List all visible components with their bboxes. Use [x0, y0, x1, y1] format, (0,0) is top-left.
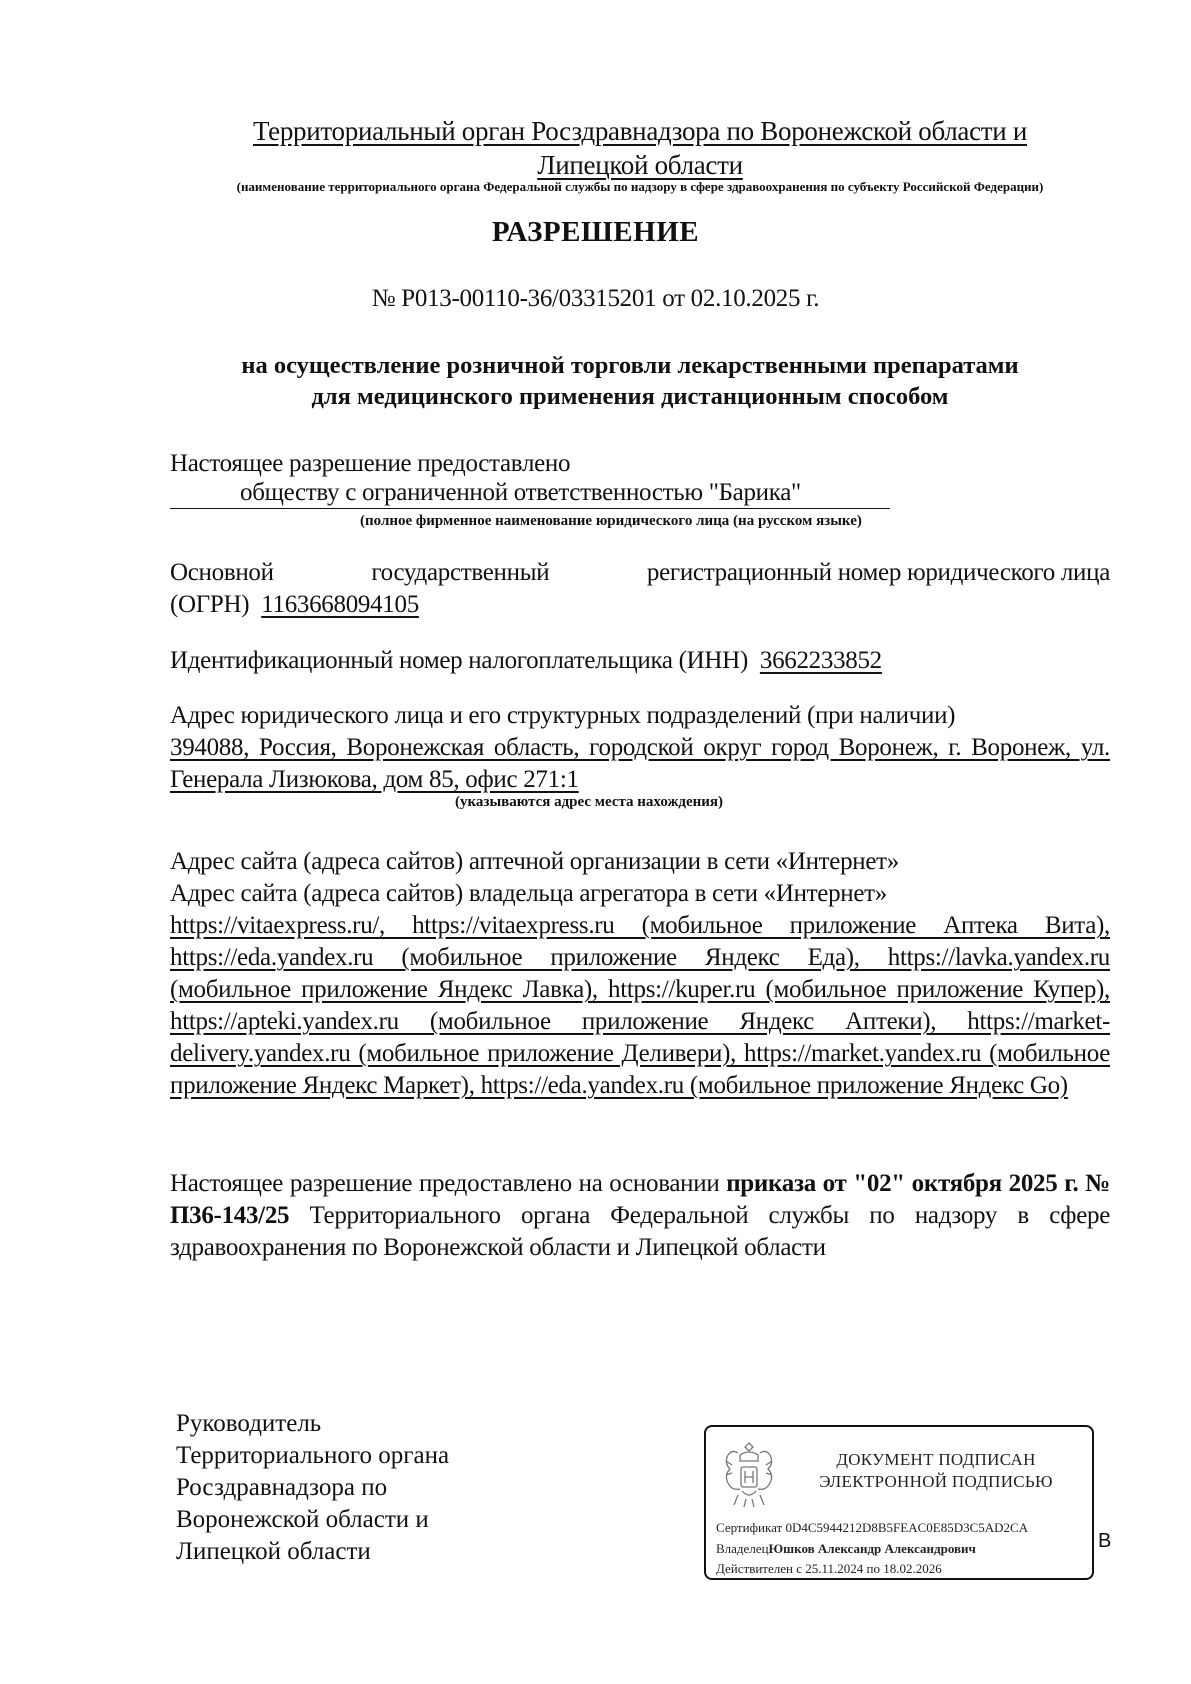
signer-line: Липецкой области: [176, 1538, 371, 1565]
purpose-line-1: на осуществление розничной торговли лекарственными препаратами: [241, 352, 1019, 379]
inn-value: 3662233852: [759, 647, 882, 674]
stray-letter: В: [1098, 1530, 1112, 1552]
ogrn-word-2: государственный: [371, 559, 550, 586]
inn-line: [170, 645, 882, 677]
permit-purpose: [160, 350, 1100, 412]
stamp-validity: Действителен с 25.11.2024 по 18.02.2026: [716, 1561, 942, 1576]
signer-line: Росздравнадзора по: [176, 1474, 388, 1501]
owner-value: Юшков Александр Александрович: [768, 1541, 976, 1556]
address-label: Адрес юридического лица и его структурных подразделений (при наличии): [170, 702, 956, 729]
signer-line: Руководитель: [176, 1410, 322, 1437]
stamp-title-line-2: ЭЛЕКТРОННОЙ ПОДПИСЬЮ: [819, 1472, 1053, 1491]
basis-suffix: Территориального органа Федеральной службы по надзору в сфере здравоохранения по Воронежской области и Липецкой области: [170, 1202, 1110, 1261]
website-list: https://vitaexpress.ru/, https://vitaexpress.ru (мобильное приложение Аптека Вита), https://eda.yandex.ru (мобильное приложение Яндекс Еда), https://lavka.yandex.ru (мобильное приложение Яндекс Лавка), https://kuper.ru (мобильное приложение Купер), https://apteki.yandex.ru (мобильное приложение Яндекс Аптеки), https://market-delivery.yandex.ru (мобильное приложение Деливери), https://market.yandex.ru (мобильное приложение Яндекс Маркет), https://eda.yandex.ru (мобильное приложение Яндекс Go): [170, 912, 1110, 1099]
stamp-owner: [716, 1541, 976, 1557]
ogrn-word-1: Основной: [170, 559, 274, 586]
signer-line: Воронежской области и: [176, 1506, 429, 1533]
authority-name: Территориальный орган Росздравнадзора по Воронежской области и Липецкой области: [253, 116, 1027, 180]
aggregator-site-label: Адрес сайта (адреса сайтов) владельца агрегатора в сети «Интернет»: [170, 880, 887, 907]
ogrn-block: [170, 557, 1110, 621]
address-note: (указываются адрес места нахождения): [455, 794, 724, 810]
stamp-title-line-1: ДОКУМЕНТ ПОДПИСАН: [836, 1450, 1036, 1469]
stamp-certificate: [716, 1520, 1028, 1536]
ogrn-value: 1163668094105: [261, 591, 419, 618]
electronic-signature-stamp: [704, 1425, 1094, 1580]
document-number: № Р013-00110-36/03315201 от 02.10.2025 г.: [371, 285, 820, 312]
company-name: обществу с ограниченной ответственностью "Барика": [240, 479, 801, 506]
pharmacy-site-label: Адрес сайта (адреса сайтов) аптечной организации в сети «Интернет»: [170, 848, 900, 875]
owner-label: Владелец: [716, 1541, 769, 1556]
company-name-field: [170, 478, 890, 509]
permit-basis: [170, 1168, 1110, 1264]
cert-label: Сертификат: [716, 1520, 783, 1535]
company-note: (полное фирменное наименование юридического лица (на русском языке): [360, 513, 862, 529]
stamp-title: [796, 1449, 1076, 1493]
inn-label: Идентификационный номер налогоплательщика (ИНН): [170, 647, 748, 674]
ogrn-word-3: регистрационный номер юридического лица: [646, 559, 1110, 586]
cert-value: 0D4C5944212D8B5FEAC0E85D3C5AD2CA: [785, 1520, 1029, 1535]
basis-order: приказа от "02" октября 2025 г. № П36-143/25: [170, 1170, 1110, 1229]
signer-position: [176, 1408, 449, 1568]
signer-line: Территориального органа: [176, 1442, 450, 1469]
authority-note: (наименование территориального органа Федеральной службы по надзору в сфере здравоохранения по субъекту Российской Федерации): [236, 179, 1044, 194]
basis-prefix: Настоящее разрешение предоставлено на основании: [170, 1170, 727, 1197]
coat-of-arms-icon: [718, 1439, 780, 1511]
ogrn-label: (ОГРН): [170, 591, 250, 618]
granted-label: Настоящее разрешение предоставлено: [170, 450, 571, 477]
document-title: РАЗРЕШЕНИЕ: [491, 216, 700, 248]
purpose-line-2: для медицинского применения дистанционным способом: [311, 383, 949, 410]
address-value: 394088, Россия, Воронежская область, городской округ город Воронеж, г. Воронеж, ул. Генерала Лизюкова, дом 85, офис 271:1: [170, 734, 1110, 793]
